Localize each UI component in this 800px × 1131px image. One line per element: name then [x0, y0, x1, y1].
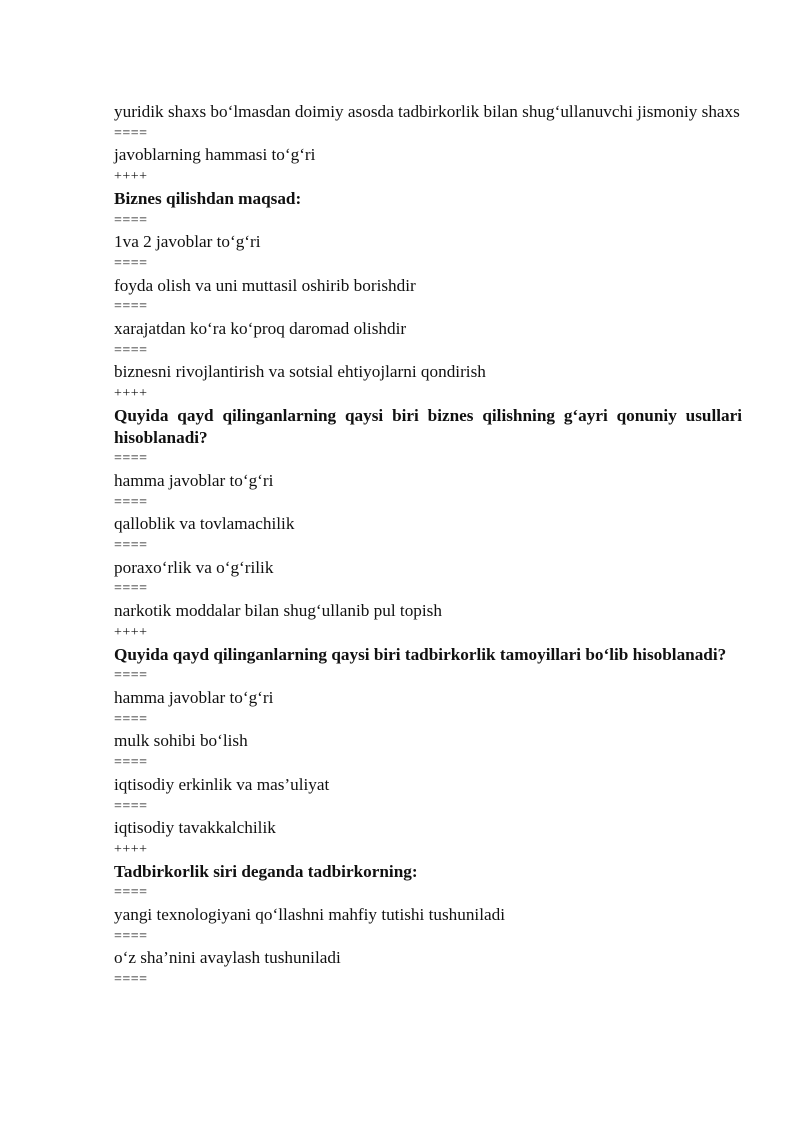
- answer-option: qalloblik va tovlamachilik: [114, 514, 295, 534]
- document-page: [114, 101, 742, 991]
- question-text: Quyida qayd qilinganlarning qaysi biri tadbirkorlik tamoyillari boʻlib hisoblanadi?: [114, 644, 727, 664]
- separator-marker: ++++: [114, 624, 148, 640]
- answer-option: hamma javoblar toʻgʻri: [114, 470, 274, 490]
- separator-marker: ++++: [114, 386, 148, 402]
- separator-marker: ====: [114, 451, 148, 467]
- separator-marker: ====: [114, 342, 148, 358]
- answer-option: xarajatdan koʻra koʻproq daromad olishdir: [114, 319, 407, 339]
- separator-marker: ====: [114, 255, 148, 271]
- question-text: Biznes qilishdan maqsad:: [114, 188, 302, 208]
- answer-option: poraxoʻrlik va oʻgʻrilik: [114, 557, 274, 577]
- answer-option: yuridik shaxs boʻlmasdan doimiy asosda tadbirkorlik bilan shugʻullanuvchi jismoniy shaxs: [114, 102, 740, 121]
- question-text: Quyida qayd qilinganlarning qaysi biri biznes qilishning gʻayri qonuniy usullari hisoblanadi?: [114, 405, 742, 447]
- separator-marker: ====: [114, 755, 148, 771]
- separator-marker: ====: [114, 972, 148, 988]
- answer-option: hamma javoblar toʻgʻri: [114, 687, 274, 707]
- separator-marker: ====: [114, 299, 148, 315]
- question-text: Tadbirkorlik siri deganda tadbirkorning:: [114, 861, 418, 881]
- answer-option: iqtisodiy tavakkalchilik: [114, 818, 276, 838]
- separator-marker: ====: [114, 668, 148, 684]
- separator-marker: ====: [114, 928, 148, 944]
- separator-marker: ++++: [114, 169, 148, 185]
- separator-marker: ====: [114, 711, 148, 727]
- answer-option: biznesni rivojlantirish va sotsial ehtiyojlarni qondirish: [114, 362, 486, 382]
- separator-marker: ====: [114, 212, 148, 228]
- separator-marker: ====: [114, 494, 148, 510]
- answer-option: 1va 2 javoblar toʻgʻri: [114, 232, 261, 252]
- answer-option: iqtisodiy erkinlik va mas’uliyat: [114, 774, 330, 794]
- separator-marker: ====: [114, 125, 148, 141]
- answer-option: yangi texnologiyani qoʻllashni mahfiy tutishi tushuniladi: [114, 905, 505, 925]
- answer-option: oʻz sha’nini avaylash tushuniladi: [114, 948, 341, 968]
- answer-option: narkotik moddalar bilan shugʻullanib pul topish: [114, 601, 442, 621]
- answer-option: mulk sohibi boʻlish: [114, 731, 248, 751]
- answer-option: javoblarning hammasi toʻgʻri: [114, 145, 316, 165]
- separator-marker: ====: [114, 581, 148, 597]
- separator-marker: ====: [114, 538, 148, 554]
- separator-marker: ====: [114, 885, 148, 901]
- answer-option: foyda olish va uni muttasil oshirib borishdir: [114, 275, 416, 295]
- separator-marker: ====: [114, 798, 148, 814]
- separator-marker: ++++: [114, 841, 148, 857]
